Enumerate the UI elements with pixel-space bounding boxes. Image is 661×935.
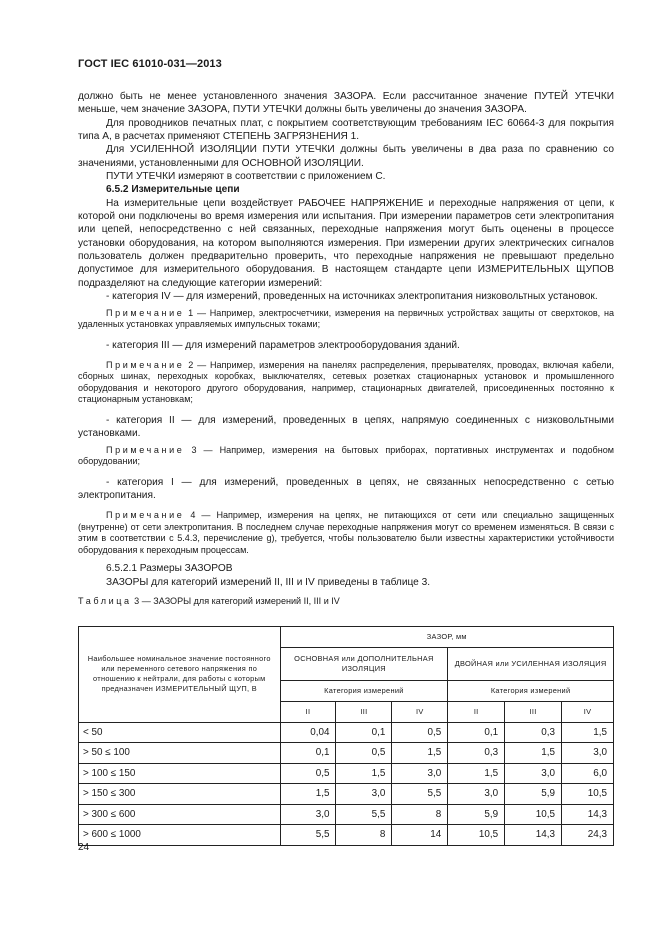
paragraph-2: Для проводников печатных плат, с покрытием соответствующим требованиям IEC 60664-3 для покрытия типа А, в расчетах применяют СТЕПЕНЬ ЗАГРЯЗНЕНИЯ 1. [78,117,614,143]
paragraph-5: На измерительные цепи воздействует РАБОЧЕЕ НАПРЯЖЕНИЕ и переходные напряжения от цепи, к которой они подключены во время измерения или испытания. При измерении параметров сети электропитания или цепей, непосредственно с ней связанных, переходные напряжения могут быть оценены в процессе установки оборудования, на котором выполняются измерения. При измерении других электрических сигналов пользователь должен предварительно проверить, что переходные напряжения не превышают предельно допустимое для измерительного оборудования. В настоящем стандарте цепи ИЗМЕРИТЕЛЬНЫХ ЩУПОВ подразделяют на следующие категории измерений: [78,197,614,289]
table-cell: 8 [336,825,392,846]
table-group-basic: ОСНОВНАЯ или ДОПОЛНИТЕЛЬНАЯ ИЗОЛЯЦИЯ [280,648,448,681]
table-category-label: Категория измерений [280,681,448,702]
category-iii: - категория III — для измерений параметров электрооборудования зданий. [106,339,460,351]
table-category-label: Категория измерений [448,681,614,702]
table-cell: 10,5 [448,825,505,846]
table-cell-voltage: > 300 ≤ 600 [79,804,281,825]
paragraph-4: ПУТИ УТЕЧКИ измеряют в соответствии с приложением С. [106,171,386,183]
clearance-table [78,626,614,846]
note-label: Примечание [106,307,185,318]
category-i: - категория I — для измерений, проведенных в цепях, не связанных непосредственно с сетью электропитания. [78,476,614,501]
paragraph-6: ЗАЗОРЫ для категорий измерений II, III и IV приведены в таблице 3. [106,576,431,588]
table-cell: 1,5 [336,763,392,784]
table-cell: 5,9 [505,784,562,805]
table-cell-voltage: > 150 ≤ 300 [79,784,281,805]
table-row [79,784,614,805]
table-cell-voltage: > 100 ≤ 150 [79,763,281,784]
table-cat-header: III [505,702,562,723]
table-cat-header: II [280,702,336,723]
table-row-header: Наибольшее номинальное значение постоянного или переменного сетевого напряжения по отношению к нейтрали, для работы с которым предназначен ИЗМЕРИТЕЛЬНЫЙ ЩУП, В [79,627,281,723]
caption-text: 3 — ЗАЗОРЫ для категорий измерений II, III и IV [131,595,340,606]
table-cell: 5,5 [392,784,448,805]
document-header: ГОСТ IEC 61010-031—2013 [78,58,222,70]
document-body [78,90,614,607]
table-cell: 0,1 [280,743,336,764]
table-cell: 14,3 [562,804,614,825]
table-cell: 0,1 [336,722,392,743]
table-cell: 3,0 [562,743,614,764]
note-label: Примечание [106,359,185,370]
table-cell: 1,5 [280,784,336,805]
category-ii: - категория II — для измерений, проведенных в цепях, напрямую соединенных с низковольтными установками. [78,414,614,440]
table-cat-header: III [336,702,392,723]
table-cell: 5,5 [280,825,336,846]
table-cell: 0,1 [448,722,505,743]
table-cell: 10,5 [505,804,562,825]
table-caption [78,595,614,607]
table-cell: 1,5 [505,743,562,764]
note-4-text: 4 — Например, измерения на цепях, не питающихся от сети или специально защищенных (внутренне) от сети электропитания. В последнем случае переходные напряжения могут со временем изменяться. В связи с этим в соответствии с 5.4.3, перечисление g), требуется, чтобы пользователю были известны характеристики устойчивости оборудования к переходным процессам. [78,510,614,555]
note-label: Примечание [106,444,185,455]
table-cell: 3,0 [392,763,448,784]
note-3-text: 3 — Например, измерения на бытовых приборах, портативных инструментах и подобном оборудовании; [78,444,614,467]
note-1-text: 1 — Например, электросчетчики, измерения на первичных устройствах защиты от сверхтоков, на удаленных установках управляемых импульсных токами; [78,307,614,329]
table-cell: 3,0 [448,784,505,805]
table-cell: 0,3 [448,743,505,764]
table-cat-header: IV [562,702,614,723]
table-row [79,804,614,825]
note-label: Примечание [106,510,185,521]
paragraph-3: Для УСИЛЕННОЙ ИЗОЛЯЦИИ ПУТИ УТЕЧКИ должны быть увеличены в два раза по сравнению со значениями, установленными для ОСНОВНОЙ ИЗОЛЯЦИИ. [78,144,614,169]
section-heading-6-5-2-1: 6.5.2.1 Размеры ЗАЗОРОВ [106,563,233,575]
category-iv: - категория IV — для измерений, проведенных на источниках электропитания низковольтных установок. [106,291,598,303]
note-2-text: 2 — Например, измерения на панелях распределения, прерывателях, проводах, включая кабели, сборных шинах, переходных коробках, выключателях, сетевых розетках стационарных установок и промышленного оборудования и некоторого другого оборудования, например, стационарных двигателей, присоединенных постоянно к стационарным установкам; [78,359,614,405]
note-2 [78,360,614,406]
table-cat-header: II [448,702,505,723]
note-3 [78,445,614,468]
page-number: 24 [78,842,90,853]
table-group-reinforced: ДВОЙНАЯ или УСИЛЕННАЯ ИЗОЛЯЦИЯ [448,648,614,681]
table-cell: 1,5 [448,763,505,784]
paragraph-1: должно быть не менее установленного значения ЗАЗОРА. Если рассчитанное значение ПУТЕЙ УТЕЧКИ меньше, чем значение ЗАЗОРА, ПУТИ УТЕЧКИ должны быть увеличены до значения ЗАЗОРА. [78,91,614,116]
table-cell: 5,9 [448,804,505,825]
note-4 [78,510,614,556]
table-cell: 0,3 [505,722,562,743]
table-cell: 0,5 [336,743,392,764]
table-cell: 3,0 [336,784,392,805]
table-top-header: ЗАЗОР, мм [280,627,613,648]
table-cell: 3,0 [280,804,336,825]
table-cell: 10,5 [562,784,614,805]
table-cell: 0,04 [280,722,336,743]
table-row [79,743,614,764]
table-cell: 14 [392,825,448,846]
table-row [79,763,614,784]
table-cell: 1,5 [562,722,614,743]
caption-label: Таблица [78,595,132,606]
table-cell: 0,5 [280,763,336,784]
table-cell: 5,5 [336,804,392,825]
table-cell: 6,0 [562,763,614,784]
table-row [79,825,614,846]
table-cat-header: IV [392,702,448,723]
table-cell: 0,5 [392,722,448,743]
table-cell: 1,5 [392,743,448,764]
table-cell-voltage: > 50 ≤ 100 [79,743,281,764]
table-cell: 8 [392,804,448,825]
table-cell-voltage: > 600 ≤ 1000 [79,825,281,846]
table-row [79,722,614,743]
section-heading-6-5-2: 6.5.2 Измерительные цепи [106,184,240,196]
table-cell: 14,3 [505,825,562,846]
table-cell: 24,3 [562,825,614,846]
table-cell-voltage: < 50 [79,722,281,743]
table-cell: 3,0 [505,763,562,784]
note-1 [78,308,614,331]
